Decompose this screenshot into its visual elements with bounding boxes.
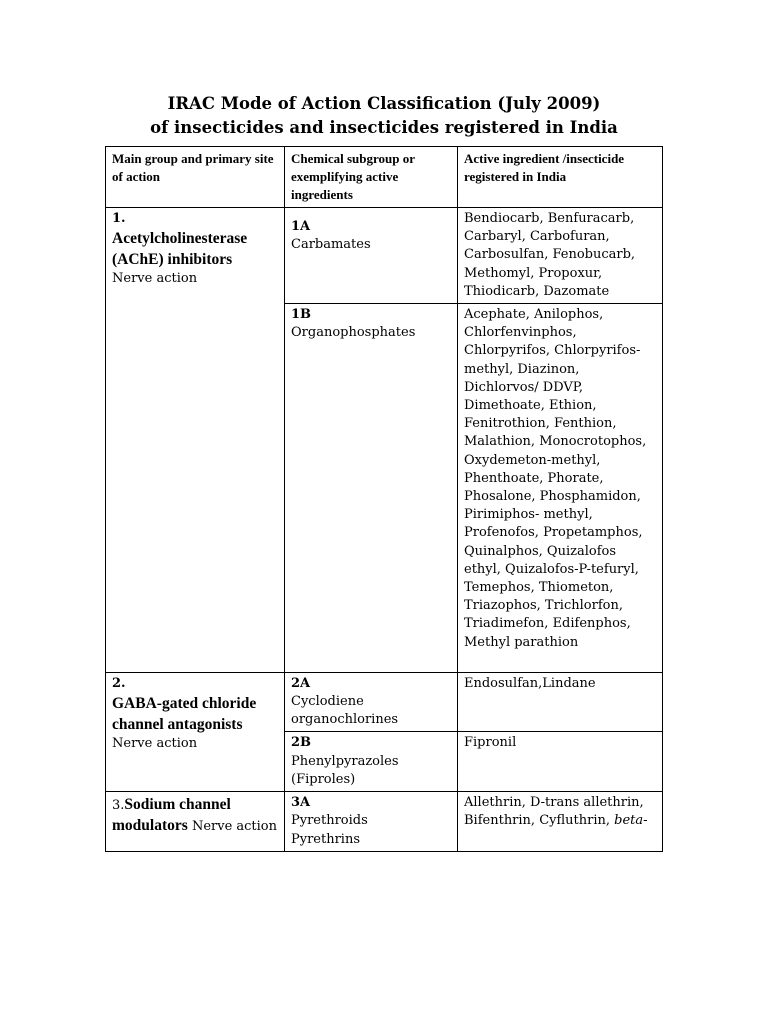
irac-classification-table [105, 146, 663, 852]
title-line-1: IRAC Mode of Action Classification (July 2009) [167, 94, 601, 113]
group-1-name: Acetylcholinesterase (AChE) inhibitors [112, 230, 248, 268]
subgroup-1a-code: 1A [291, 219, 311, 234]
group-3-cell [106, 792, 285, 852]
subgroup-2b-cell [285, 732, 458, 792]
group-2-site: Nerve action [112, 735, 198, 751]
subgroup-2a-name: Cyclodiene organochlorines [291, 694, 399, 728]
ingredients-1b-cell: Acephate, Anilophos, Chlorfenvinphos, Chlorpyrifos, Chlorpyrifos-methyl, Diazinon, Dichlorvos/ DDVP, Dimethoate, Ethion, Fenitrothion, Fenthion, Malathion, Monocrotophos, Oxydemeton-methyl, Phenthoate, Phorate, Phosalone, Phosphamidon, Pirimiphos- methyl, Profenofos, Propetamphos, Quinalphos, Quizalofos ethyl, Quizalofos-P-tefuryl, Temephos, Thiometon, Triazophos, Trichlorfon, Triadimefon, Edifenphos, Methyl parathion [458, 304, 663, 673]
subgroup-2a-code: 2A [291, 675, 311, 691]
table-row [106, 672, 663, 732]
ingredients-3a-text: Allethrin, D-trans allethrin, Bifenthrin, Cyfluthrin, [464, 795, 644, 829]
ingredients-3a-italic: beta- [614, 813, 648, 829]
subgroup-3a-cell [285, 792, 458, 852]
group-1-site: Nerve action [112, 271, 198, 286]
group-1-number: 1. [112, 211, 126, 226]
subgroup-2b-name: Phenylpyrazoles (Fiproles) [291, 753, 399, 787]
group-3-site: Nerve action [191, 819, 278, 835]
group-2-number: 2. [112, 675, 126, 691]
subgroup-1b-name: Organophosphates [291, 325, 416, 341]
group-3-number: 3. [112, 798, 125, 814]
table-row [106, 208, 663, 304]
document-title [0, 92, 768, 140]
group-2-cell [106, 672, 285, 791]
group-2-name: GABA-gated chloride channel antagonists [112, 694, 257, 733]
subgroup-3a-name-2: Pyrethrins [291, 831, 361, 847]
ingredients-1a-cell: Bendiocarb, Benfuracarb, Carbaryl, Carbofuran, Carbosulfan, Fenobucarb, Methomyl, Propoxur, Thiodicarb, Dazomate [458, 208, 663, 304]
group-3-name: Sodium channel modulators [112, 796, 231, 835]
subgroup-1b-cell [285, 304, 458, 673]
header-active-ingredient: Active ingredient /insecticide registered in India [458, 147, 663, 208]
ingredients-2a-cell: Endosulfan,Lindane [458, 672, 663, 732]
subgroup-1b-code: 1B [291, 307, 312, 323]
subgroup-1a-name: Carbamates [291, 237, 371, 253]
ingredients-2b-cell: Fipronil [458, 732, 663, 792]
subgroup-2b-code: 2B [291, 735, 312, 751]
subgroup-3a-code: 3A [291, 795, 311, 811]
subgroup-3a-name-1: Pyrethroids [291, 813, 368, 829]
table-row [106, 792, 663, 852]
title-line-2: of insecticides and insecticides registered in India [150, 118, 618, 137]
ingredients-3a-cell [458, 792, 663, 852]
group-1-cell [106, 208, 285, 673]
header-chemical-subgroup: Chemical subgroup or exemplifying active ingredients [285, 147, 458, 208]
header-main-group: Main group and primary site of action [106, 147, 285, 208]
table-header-row [106, 147, 663, 208]
subgroup-1a-cell [285, 208, 458, 304]
subgroup-2a-cell [285, 672, 458, 732]
